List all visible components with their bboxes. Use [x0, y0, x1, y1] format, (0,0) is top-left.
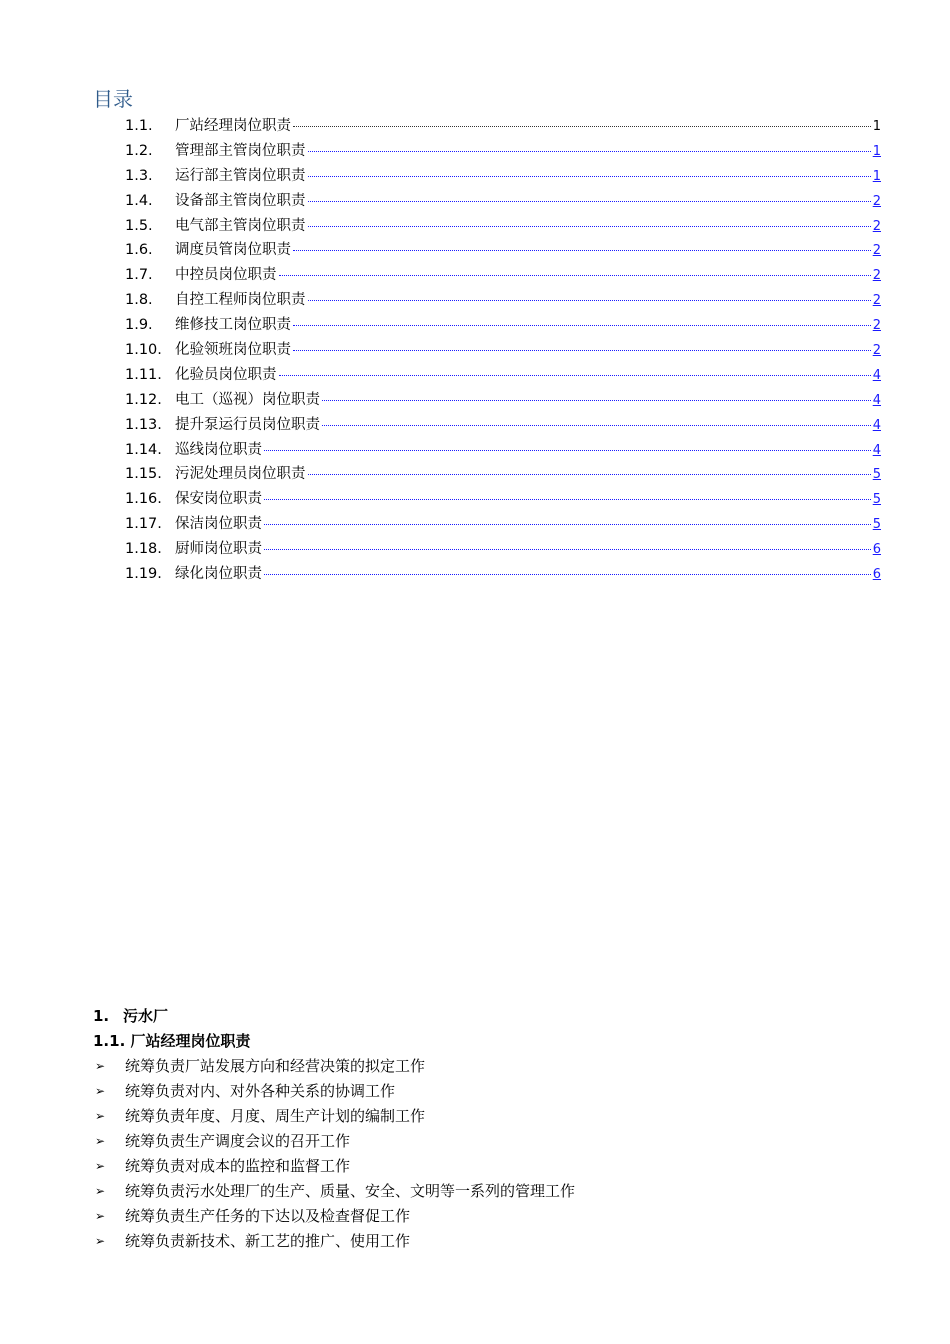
toc-entry-1-7[interactable]: [125, 263, 881, 288]
arrow-bullet-icon: ➢: [95, 1084, 106, 1098]
toc-entry-number: 1.15.: [125, 466, 162, 483]
toc-dot-leader: [264, 499, 871, 500]
toc-dot-leader: [322, 425, 871, 426]
toc-entry-1-5[interactable]: [125, 214, 881, 239]
toc-entry-number: 1.12.: [125, 391, 162, 408]
toc-dot-leader: [308, 176, 871, 177]
toc-entry-label: 运行部主管岗位职责: [175, 167, 306, 184]
toc-dot-leader: [308, 300, 871, 301]
toc-entry-page: 2: [872, 343, 881, 359]
toc-entry-number: 1.8.: [125, 292, 153, 309]
toc-entry-1-4[interactable]: [125, 189, 881, 214]
toc-entry-label: 电工（巡视）岗位职责: [175, 391, 320, 408]
toc-dot-leader: [279, 375, 871, 376]
toc-entry-label: 管理部主管岗位职责: [175, 142, 306, 159]
toc-entry-page: 4: [872, 367, 881, 383]
toc-entry-1-10[interactable]: [125, 338, 881, 363]
toc-entry-number: 1.9.: [125, 317, 153, 334]
duty-item: [93, 1154, 873, 1179]
toc-dot-leader: [308, 201, 871, 202]
toc-entry-page: 5: [872, 467, 881, 483]
toc-entry-number: 1.10.: [125, 342, 162, 359]
arrow-bullet-icon: ➢: [95, 1159, 106, 1173]
toc-entry-page: 1: [872, 143, 881, 159]
toc-entry-label: 提升泵运行员岗位职责: [175, 416, 320, 433]
toc-dot-leader: [264, 549, 871, 550]
toc-entry-label: 厨师岗位职责: [175, 541, 262, 558]
toc-entry-page: 5: [872, 492, 881, 508]
toc-entry-label: 化验员岗位职责: [175, 366, 277, 383]
arrow-bullet-icon: ➢: [95, 1234, 106, 1248]
toc-entry-1-13[interactable]: [125, 413, 881, 438]
toc-dot-leader: [293, 325, 871, 326]
toc-entry-number: 1.11.: [125, 366, 162, 383]
toc-entry-label: 巡线岗位职责: [175, 441, 262, 458]
toc-entry-label: 厂站经理岗位职责: [175, 118, 291, 134]
section-sewage-plant: [93, 1004, 873, 1254]
toc-entry-number: 1.14.: [125, 441, 162, 458]
toc-entry-number: 1.7.: [125, 267, 153, 284]
toc-entry-1-15[interactable]: [125, 462, 881, 487]
toc-entry-label: 保洁岗位职责: [175, 516, 262, 533]
duty-item: [93, 1129, 873, 1154]
toc-entry-1-9[interactable]: [125, 313, 881, 338]
section-heading: [93, 1004, 873, 1029]
toc-dot-leader: [293, 126, 871, 127]
toc-entry-number: 1.2.: [125, 142, 153, 159]
toc-dot-leader: [293, 350, 871, 351]
toc-entry-1-18[interactable]: [125, 537, 881, 562]
toc-entry-1-19[interactable]: [125, 562, 881, 587]
toc-entry-1-1[interactable]: [125, 114, 881, 139]
arrow-bullet-icon: ➢: [95, 1059, 106, 1073]
toc-dot-leader: [322, 400, 871, 401]
toc-entry-label: 自控工程师岗位职责: [175, 292, 306, 309]
toc-entry-number: 1.16.: [125, 491, 162, 508]
arrow-bullet-icon: ➢: [95, 1134, 106, 1148]
toc-entry-1-6[interactable]: [125, 238, 881, 263]
toc-entry-page: 5: [872, 517, 881, 533]
duty-item: [93, 1204, 873, 1229]
toc-entry-number: 1.13.: [125, 416, 162, 433]
duty-item: [93, 1179, 873, 1204]
toc-dot-leader: [308, 474, 871, 475]
subsection-heading: 1.1. 厂站经理岗位职责: [93, 1032, 251, 1050]
toc-entry-label: 中控员岗位职责: [175, 267, 277, 284]
toc-entry-1-2[interactable]: [125, 139, 881, 164]
toc-entry-number: 1.4.: [125, 192, 153, 209]
duty-text: 统筹负责对内、对外各种关系的协调工作: [125, 1082, 396, 1100]
toc-entry-page: 2: [872, 243, 881, 259]
toc-entry-label: 电气部主管岗位职责: [175, 217, 306, 234]
toc-entry-label: 调度员管岗位职责: [175, 242, 291, 259]
duty-item: [93, 1079, 873, 1104]
duty-text: 统筹负责生产调度会议的召开工作: [125, 1132, 351, 1150]
duty-text: 统筹负责年度、月度、周生产计划的编制工作: [125, 1107, 426, 1125]
toc-entry-1-3[interactable]: [125, 164, 881, 189]
toc-dot-leader: [264, 524, 871, 525]
toc-dot-leader: [264, 450, 871, 451]
toc-entry-page: 6: [872, 567, 881, 583]
toc-title: 目录: [93, 87, 133, 111]
toc-entry-number: 1.18.: [125, 541, 162, 558]
toc-entry-number: 1.17.: [125, 516, 162, 533]
toc-dot-leader: [293, 250, 871, 251]
toc-dot-leader: [308, 151, 871, 152]
arrow-bullet-icon: ➢: [95, 1209, 106, 1223]
toc-list: [125, 114, 881, 587]
toc-entry-label: 化验领班岗位职责: [175, 342, 291, 359]
duty-item: [93, 1054, 873, 1079]
section-number: 1.: [93, 1007, 110, 1025]
duty-list: [93, 1054, 873, 1254]
duty-text: 统筹负责污水处理厂的生产、质量、安全、文明等一系列的管理工作: [125, 1182, 576, 1200]
toc-dot-leader: [279, 275, 871, 276]
duty-text: 统筹负责厂站发展方向和经营决策的拟定工作: [125, 1057, 426, 1075]
toc-entry-number: 1.5.: [125, 217, 153, 234]
toc-entry-1-12[interactable]: [125, 388, 881, 413]
toc-entry-page: 4: [872, 442, 881, 458]
duty-text: 统筹负责生产任务的下达以及检查督促工作: [125, 1207, 411, 1225]
duty-item: [93, 1104, 873, 1129]
toc-entry-number: 1.6.: [125, 242, 153, 259]
toc-entry-label: 维修技工岗位职责: [175, 317, 291, 334]
toc-entry-page: 2: [872, 293, 881, 309]
toc-entry-1-11[interactable]: [125, 363, 881, 388]
toc-entry-label: 保安岗位职责: [175, 491, 262, 508]
toc-entry-page: 4: [872, 417, 881, 433]
toc-entry-label: 设备部主管岗位职责: [175, 192, 306, 209]
toc-entry-1-16[interactable]: [125, 487, 881, 512]
toc-dot-leader: [264, 574, 871, 575]
toc-entry-page: 6: [872, 542, 881, 558]
toc-entry-page: 1: [872, 119, 881, 134]
duty-text: 统筹负责新技术、新工艺的推广、使用工作: [125, 1232, 411, 1250]
toc-entry-page: 2: [872, 268, 881, 284]
duty-item: [93, 1229, 873, 1254]
toc-entry-page: 2: [872, 318, 881, 334]
toc-entry-label: 污泥处理员岗位职责: [175, 466, 306, 483]
toc-entry-1-17[interactable]: [125, 512, 881, 537]
toc-entry-1-8[interactable]: [125, 288, 881, 313]
toc-entry-number: 1.19.: [125, 566, 162, 583]
toc-entry-number: 1.3.: [125, 167, 153, 184]
toc-entry-page: 4: [872, 392, 881, 408]
toc-entry-page: 2: [872, 218, 881, 234]
arrow-bullet-icon: ➢: [95, 1109, 106, 1123]
toc-dot-leader: [308, 226, 871, 227]
arrow-bullet-icon: ➢: [95, 1184, 106, 1198]
toc-entry-label: 绿化岗位职责: [175, 566, 262, 583]
duty-text: 统筹负责对成本的监控和监督工作: [125, 1157, 351, 1175]
toc-entry-number: 1.1.: [125, 118, 153, 134]
toc-entry-1-14[interactable]: [125, 438, 881, 463]
section-title: 污水厂: [123, 1007, 169, 1025]
toc-entry-page: 2: [872, 193, 881, 209]
toc-entry-page: 1: [872, 168, 881, 184]
